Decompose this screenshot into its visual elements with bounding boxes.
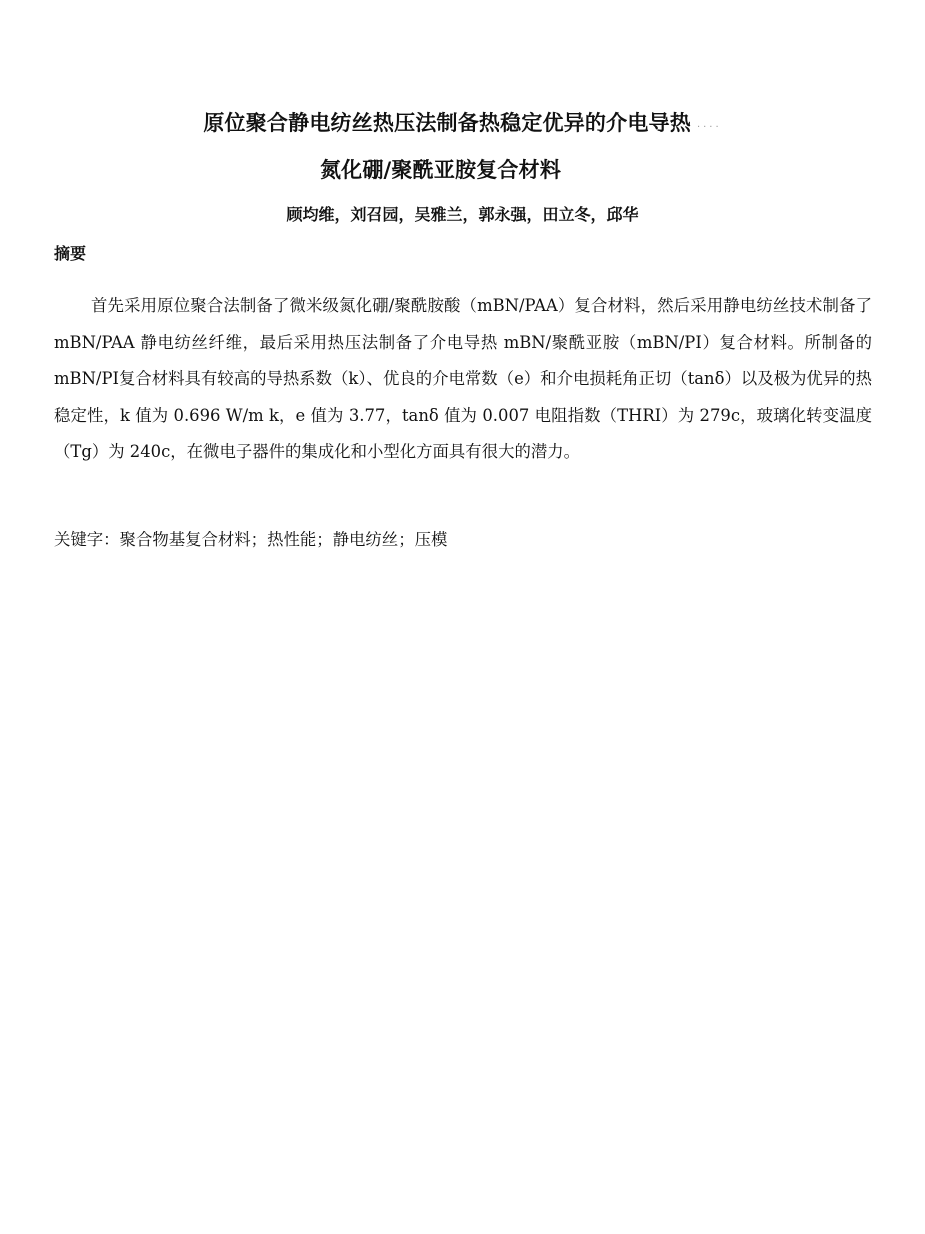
keywords-line: 关键字：聚合物基复合材料；热性能；静电纺丝；压模 (54, 530, 448, 549)
abstract-body: 首先采用原位聚合法制备了微米级氮化硼/聚酰胺酸（mBN/PAA）复合材料，然后采用静电纺丝技术制备了 mBN/PAA 静电纺丝纤维，最后采用热压法制备了介电导热 mBN/聚酰亚胺（mBN/PI）复合材料。所制备的mBN/PI复合材料具有较高的导热系数（k）、优良的介电常数（e）和介电损耗角正切（tanδ）以及极为优异的热稳定性，k 值为 0.696 W/m k，e 值为 3.77，tanδ 值为 0.007 电阻指数（THRI）为 279c，玻璃化转变温度（Tg）为 240c，在微电子器件的集成化和小型化方面具有很大的潜力。 (54, 296, 872, 461)
abstract-heading: 摘要 (54, 244, 87, 263)
paper-title-text: 原位聚合静电纺丝热压法制备热稳定优异的介电导热 (203, 111, 691, 135)
author-list: 顾均维，刘召园，吴雅兰，郭永强，田立冬，邱华 (286, 205, 639, 224)
paper-title-line1 (0, 107, 925, 137)
title-trailing-dots: .... (696, 118, 722, 130)
paper-title-line2: 氮化硼/聚酰亚胺复合材料 (319, 158, 562, 182)
